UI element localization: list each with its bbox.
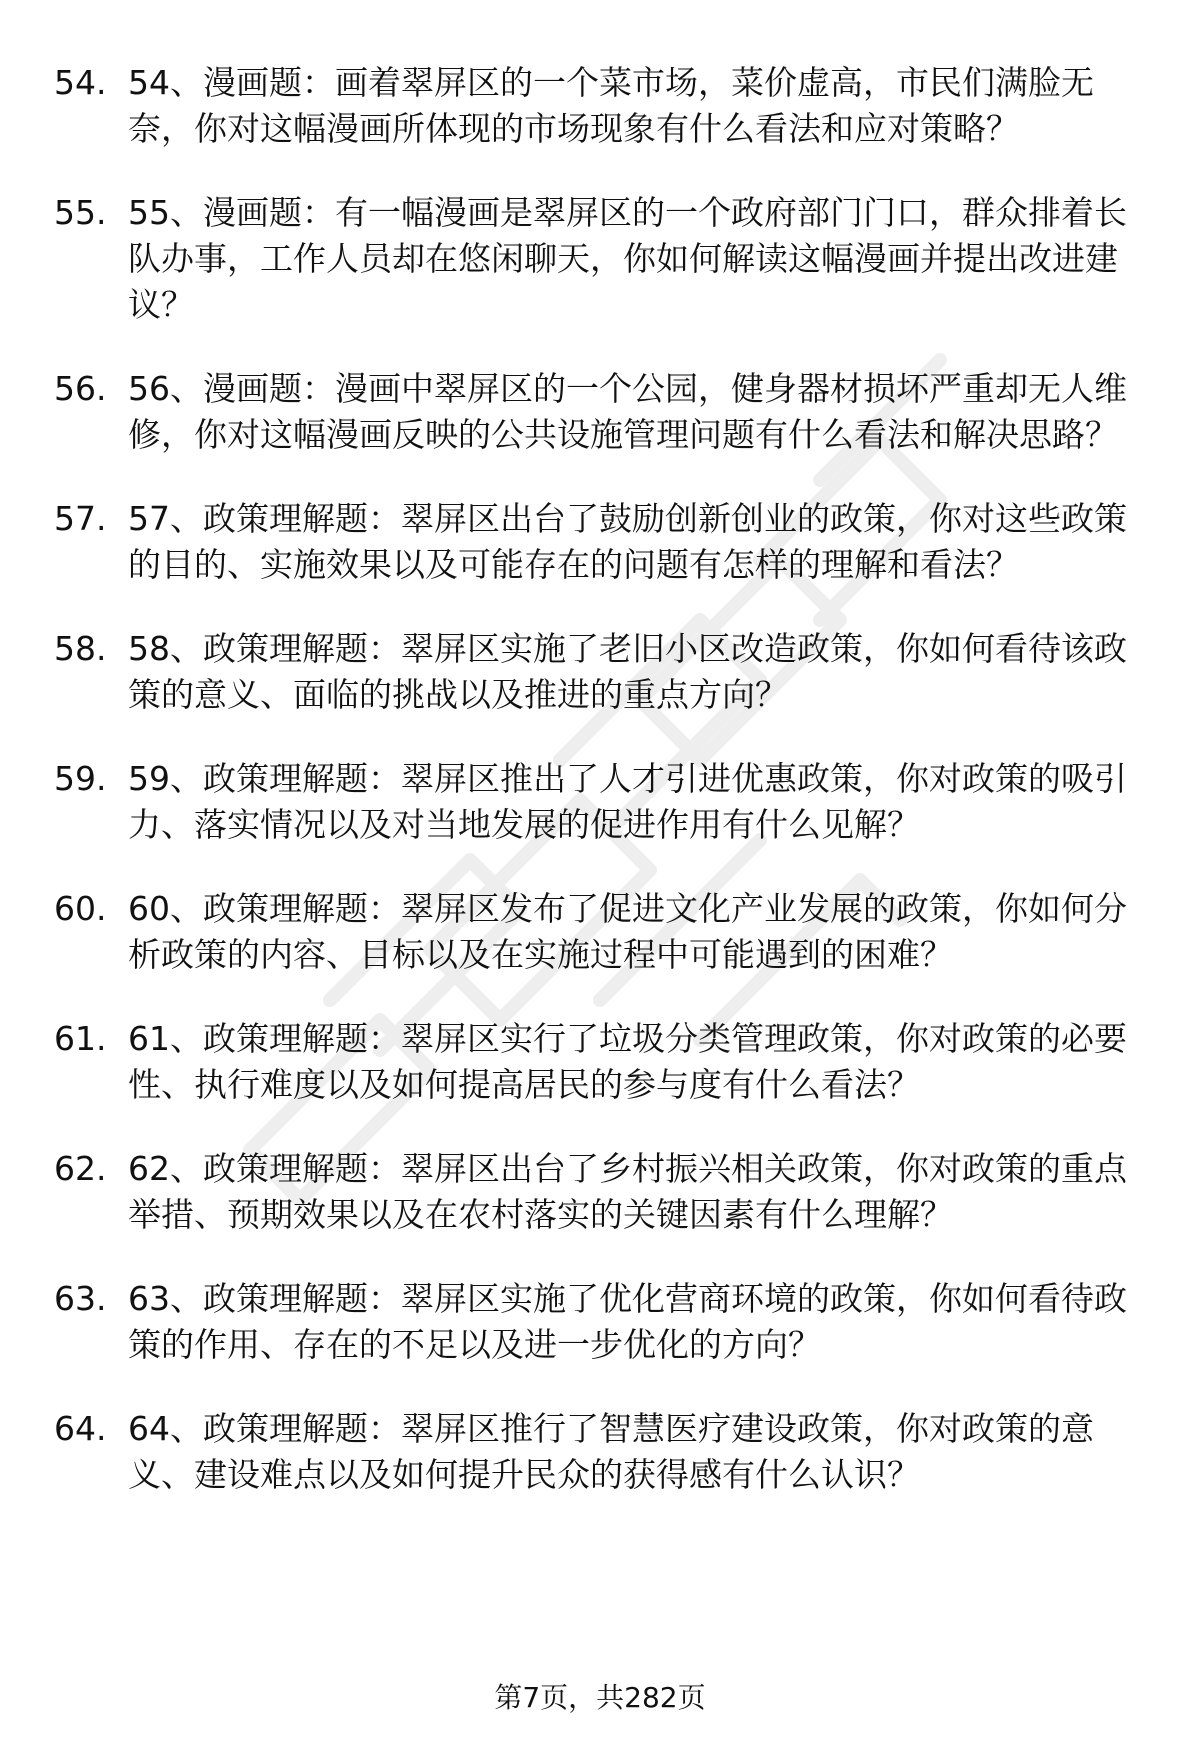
question-number: 55.: [54, 193, 107, 232]
question-text: 60、政策理解题：翠屏区发布了促进文化产业发展的政策，你如何分析政策的内容、目标以及在实施过程中可能遇到的困难？: [128, 889, 1127, 974]
question-text: 57、政策理解题：翠屏区出台了鼓励创新创业的政策，你对这些政策的目的、实施效果以及可能存在的问题有怎样的理解和看法？: [128, 499, 1127, 584]
question-text: 56、漫画题：漫画中翠屏区的一个公园，健身器材损坏严重却无人维修，你对这幅漫画反映的公共设施管理问题有什么看法和解决思路？: [128, 369, 1127, 454]
question-number: 62.: [54, 1149, 107, 1188]
question-text: 64、政策理解题：翠屏区推行了智慧医疗建设政策，你对政策的意义、建设难点以及如何提升民众的获得感有什么认识？: [128, 1409, 1094, 1494]
question-list: [54, 60, 1154, 1536]
question-item: [54, 756, 1154, 848]
question-number: 58.: [54, 629, 107, 668]
question-item: [54, 366, 1154, 458]
question-text: 55、漫画题：有一幅漫画是翠屏区的一个政府部门门口，群众排着长队办事，工作人员却在悠闲聊天，你如何解读这幅漫画并提出改进建议？: [128, 193, 1127, 324]
question-item: [54, 1146, 1154, 1238]
question-item: [54, 496, 1154, 588]
page-number: 第7页，共282页: [494, 1681, 706, 1714]
question-number: 64.: [54, 1409, 107, 1448]
question-item: [54, 1406, 1154, 1498]
question-item: [54, 60, 1154, 152]
question-item: [54, 190, 1154, 328]
question-number: 61.: [54, 1019, 107, 1058]
question-number: 57.: [54, 499, 107, 538]
question-text: 63、政策理解题：翠屏区实施了优化营商环境的政策，你如何看待政策的作用、存在的不足以及进一步优化的方向？: [128, 1279, 1127, 1364]
question-number: 63.: [54, 1279, 107, 1318]
question-text: 62、政策理解题：翠屏区出台了乡村振兴相关政策，你对政策的重点举措、预期效果以及在农村落实的关键因素有什么理解？: [128, 1149, 1127, 1234]
question-text: 54、漫画题：画着翠屏区的一个菜市场，菜价虚高，市民们满脸无奈，你对这幅漫画所体现的市场现象有什么看法和应对策略？: [128, 63, 1094, 148]
question-item: [54, 626, 1154, 718]
question-number: 59.: [54, 759, 107, 798]
question-item: [54, 1016, 1154, 1108]
question-text: 58、政策理解题：翠屏区实施了老旧小区改造政策，你如何看待该政策的意义、面临的挑战以及推进的重点方向？: [128, 629, 1127, 714]
question-item: [54, 886, 1154, 978]
question-text: 59、政策理解题：翠屏区推出了人才引进优惠政策，你对政策的吸引力、落实情况以及对当地发展的促进作用有什么见解？: [128, 759, 1127, 844]
question-text: 61、政策理解题：翠屏区实行了垃圾分类管理政策，你对政策的必要性、执行难度以及如何提高居民的参与度有什么看法？: [128, 1019, 1127, 1104]
question-number: 54.: [54, 63, 107, 102]
question-number: 60.: [54, 889, 107, 928]
question-number: 56.: [54, 369, 107, 408]
question-item: [54, 1276, 1154, 1368]
